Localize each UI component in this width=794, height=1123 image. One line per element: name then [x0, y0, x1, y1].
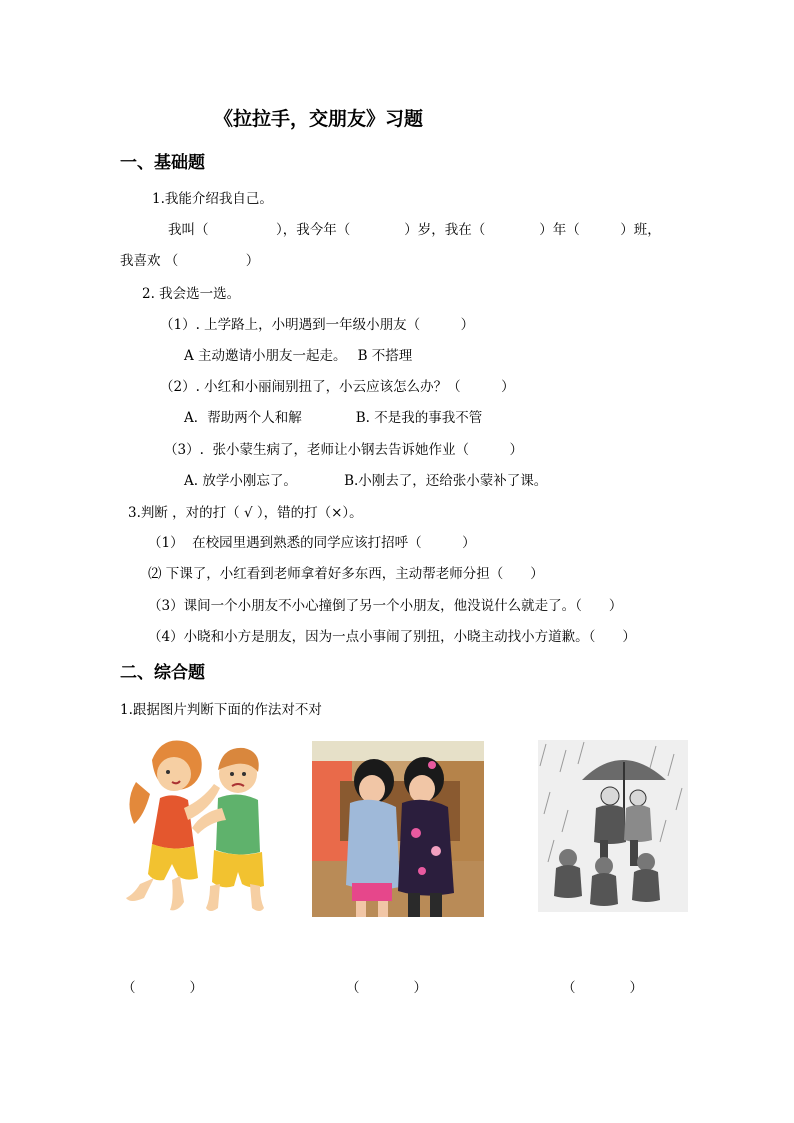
umbrella-in-rain-illustration: [538, 740, 688, 912]
q1-line2: 我喜欢 （ ）: [120, 253, 260, 269]
page-title: 《拉拉手，交朋友》习题: [214, 108, 424, 130]
q2-item2-question: （2）. 小红和小丽闹别扭了，小云应该怎么办？（ ）: [160, 379, 515, 395]
answer-blank-1[interactable]: （ ）: [122, 980, 203, 996]
section1-heading: 一、基础题: [120, 153, 205, 173]
q3-prompt: 3.判断 ，对的打（ √ ），错的打（×）。: [128, 505, 363, 521]
q3-item2: ⑵ 下课了，小红看到老师拿着好多东西，主动帮老师分担（ ）: [148, 566, 544, 582]
answer-blank-2[interactable]: （ ）: [346, 980, 427, 996]
fighting-children-illustration: [122, 730, 278, 920]
q2-item2-options: A．帮助两个人和解 B. 不是我的事我不管: [184, 410, 483, 426]
q1-prompt: 1.我能介绍我自己。: [152, 191, 273, 207]
q1-line1: 我叫（ ），我今年（ ）岁，我在（ ）年（ ）班，: [168, 222, 661, 238]
q2-prompt: 2. 我会选一选。: [142, 286, 241, 302]
q3-item3: （3）课间一个小朋友不小心撞倒了另一个小朋友，他没说什么就走了。（ ）: [148, 598, 623, 614]
q2-item3-question: （3）. 张小蒙生病了，老师让小钢去告诉她作业（ ）: [164, 442, 523, 458]
s2-q1-prompt: 1.跟据图片判断下面的作法对不对: [120, 702, 322, 718]
section2-heading: 二、综合题: [120, 663, 205, 683]
q2-item1-question: （1）. 上学路上，小明遇到一年级小朋友（ ）: [160, 317, 475, 333]
q2-item3-options: A. 放学小刚忘了。 B.小刚去了，还给张小蒙补了课。: [184, 473, 548, 489]
answer-blank-3[interactable]: （ ）: [562, 980, 643, 996]
two-girls-photo: [312, 741, 484, 917]
q3-item4: （4）小晓和小方是朋友，因为一点小事闹了别扭，小晓主动找小方道歉。（ ）: [148, 629, 636, 645]
q2-item1-options: A 主动邀请小朋友一起走。 B 不搭理: [184, 348, 413, 364]
q3-item1: （1） 在校园里遇到熟悉的同学应该打招呼（ ）: [148, 535, 476, 551]
